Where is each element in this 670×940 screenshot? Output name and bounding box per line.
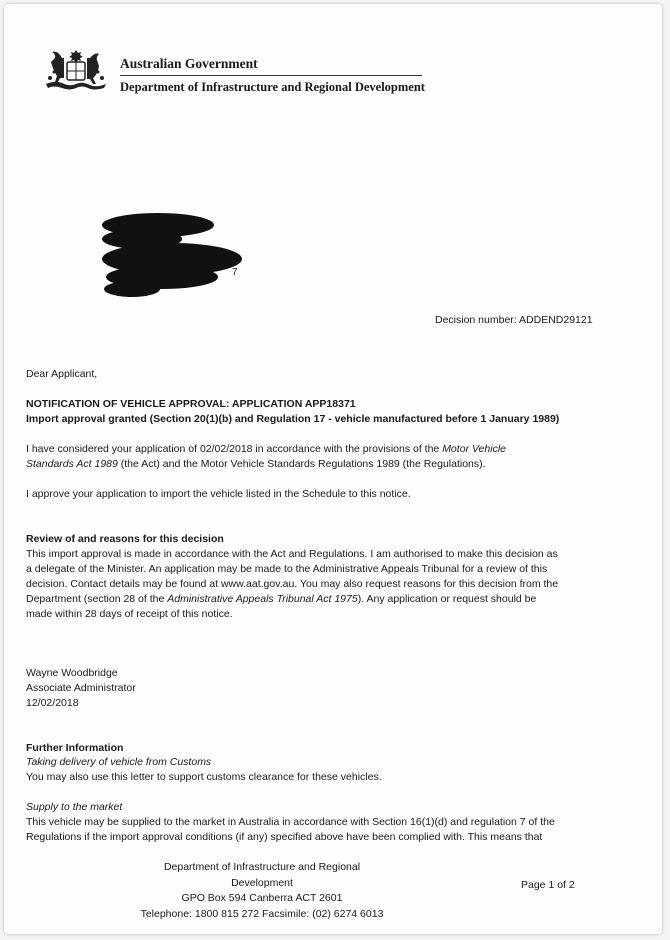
approval-statement: I approve your application to import the vehicle listed in the Schedule to this notice. <box>26 488 411 500</box>
review-line: made within 28 days of receipt of this notice. <box>26 608 233 620</box>
notice-subheading: Import approval granted (Section 20(1)(b) and Regulation 17 - vehicle manufactured before 1 January 1989) <box>26 413 560 425</box>
page-number: Page 1 of 2 <box>521 879 575 891</box>
decision-number: Decision number: ADDEND29121 <box>435 314 593 326</box>
letterhead-divider <box>120 75 422 76</box>
further-subheading-supply: Supply to the market <box>26 801 123 813</box>
salutation: Dear Applicant, <box>26 368 98 380</box>
review-line: Department (section 28 of the Administrative Appeals Tribunal Act 1975). Any application or request should be <box>26 593 537 605</box>
para1-line1: I have considered your application of 02/02/2018 in accordance with the provisions of the Motor Vehicle <box>26 443 506 455</box>
letter-page <box>4 4 662 934</box>
coat-of-arms-icon <box>40 44 112 96</box>
review-line: a delegate of the Minister. An application may be made to the Administrative Appeals Tribunal for a review of this <box>26 563 548 575</box>
further-heading: Further Information <box>26 742 124 754</box>
further-supply-text: Regulations if the import approval conditions (if any) specified above have been complied with. This means that <box>26 831 543 843</box>
signatory-date: 12/02/2018 <box>26 697 79 709</box>
further-customs-text: You may also use this letter to support customs clearance for these vehicles. <box>26 771 382 783</box>
signatory-name: Wayne Woodbridge <box>26 667 118 679</box>
footer-line: Department of Infrastructure and Regional <box>163 861 361 873</box>
government-name: Australian Government <box>120 56 258 71</box>
para1-line2: Standards Act 1989 (the Act) and the Motor Vehicle Standards Regulations 1989 (the Regulations). <box>26 458 486 470</box>
footer-line: GPO Box 594 Canberra ACT 2601 <box>181 892 343 904</box>
further-supply-text: This vehicle may be supplied to the market in Australia in accordance with Section 16(1)(d) and regulation 7 of the <box>26 816 555 828</box>
svg-text:7: 7 <box>232 267 238 278</box>
notice-heading: NOTIFICATION OF VEHICLE APPROVAL: APPLICATION APP18371 <box>26 398 356 410</box>
redacted-address <box>102 209 262 299</box>
further-subheading-customs: Taking delivery of vehicle from Customs <box>26 756 212 768</box>
department-name: Department of Infrastructure and Regional Development <box>120 80 425 94</box>
review-heading: Review of and reasons for this decision <box>26 533 224 545</box>
review-line: decision. Contact details may be found at www.aat.gov.au. You may also request reasons for this decision from the <box>26 578 559 590</box>
signatory-title: Associate Administrator <box>26 682 136 694</box>
footer-line: Telephone: 1800 815 272 Facsimile: (02) 6274 6013 <box>140 907 384 920</box>
review-line: This import approval is made in accordance with the Act and Regulations. I am authorised to make this decision as <box>26 548 558 560</box>
footer-line: Development <box>231 876 293 889</box>
footer-address <box>122 860 402 922</box>
